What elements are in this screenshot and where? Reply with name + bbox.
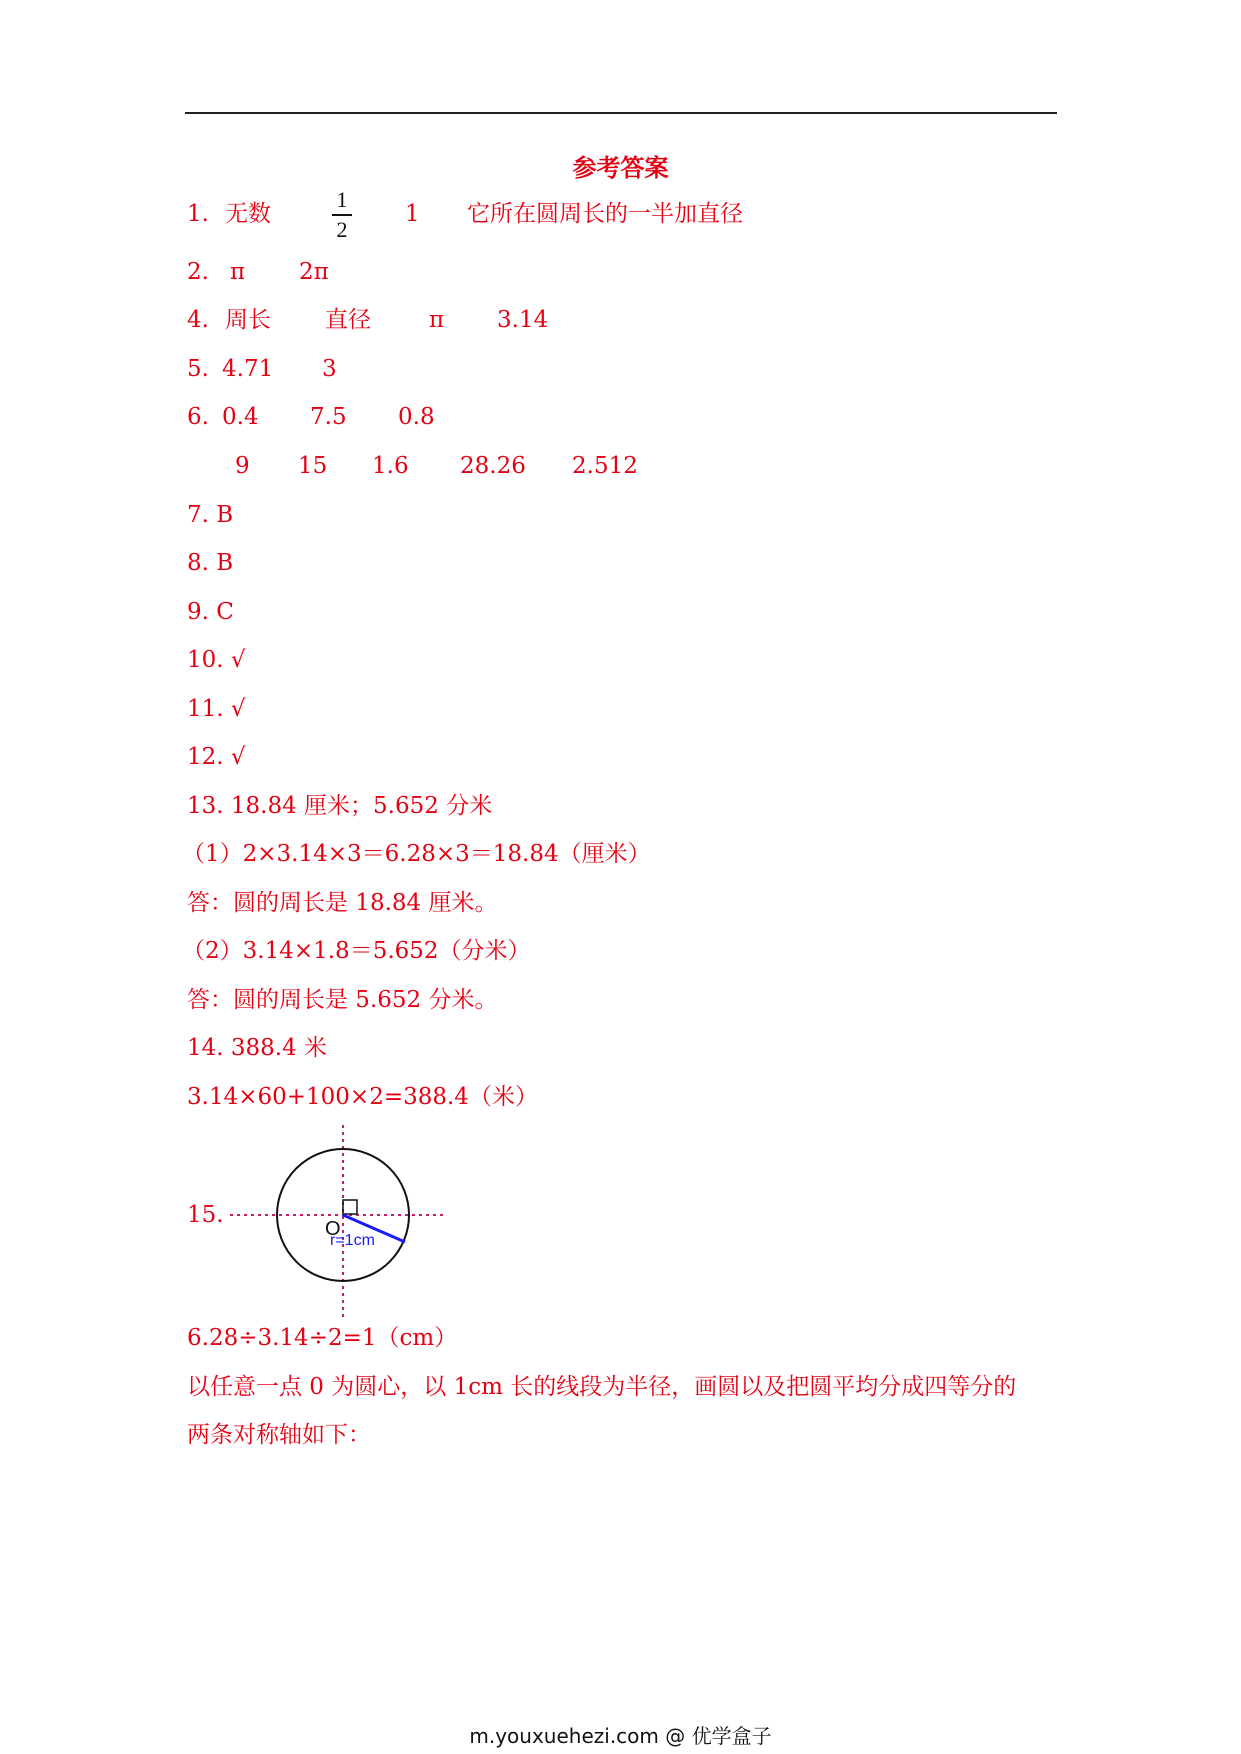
circle-diagram <box>230 1125 462 1320</box>
answer-14-step: 3.14×60+100×2=388.4（米） <box>187 1084 538 1110</box>
right-angle-mark <box>343 1200 357 1214</box>
answer-15-number: 15. <box>187 1202 224 1228</box>
radius-label: r=1cm <box>330 1232 375 1249</box>
answer-13-reply-1: 答：圆的周长是 18.84 厘米。 <box>187 890 498 916</box>
answer-13-reply-2: 答：圆的周长是 5.652 分米。 <box>187 987 498 1013</box>
answer-8: 8. B <box>187 550 234 576</box>
answer-14: 14. 388.4 米 <box>187 1035 328 1061</box>
answer-12: 12. √ <box>187 744 246 770</box>
footer-watermark: m.youxuehezi.com @ 优学盒子 <box>469 1724 772 1748</box>
fraction-one-half: 1 2 <box>332 188 352 242</box>
answer-11: 11. √ <box>187 696 246 722</box>
page-title: 参考答案 <box>572 154 669 182</box>
answer-10: 10. √ <box>187 647 246 673</box>
answer-13: 13. 18.84 厘米；5.652 分米 <box>187 793 493 819</box>
answer-7: 7. B <box>187 502 234 528</box>
header-rule <box>185 112 1057 114</box>
answer-13-step-1: （1）2×3.14×3＝6.28×3＝18.84（厘米） <box>182 841 651 867</box>
center-label: O <box>325 1218 341 1240</box>
answer-15-step: 6.28÷3.14÷2=1（cm） <box>187 1325 458 1351</box>
answer-15-text-2: 两条对称轴如下： <box>187 1422 371 1448</box>
answer-13-step-2: （2）3.14×1.8＝5.652（分米） <box>182 938 531 964</box>
answer-15-text-1: 以任意一点 0 为圆心，以 1cm 长的线段为半径，画圆以及把圆平均分成四等分的 <box>187 1374 1017 1400</box>
answer-9: 9. C <box>187 599 234 625</box>
